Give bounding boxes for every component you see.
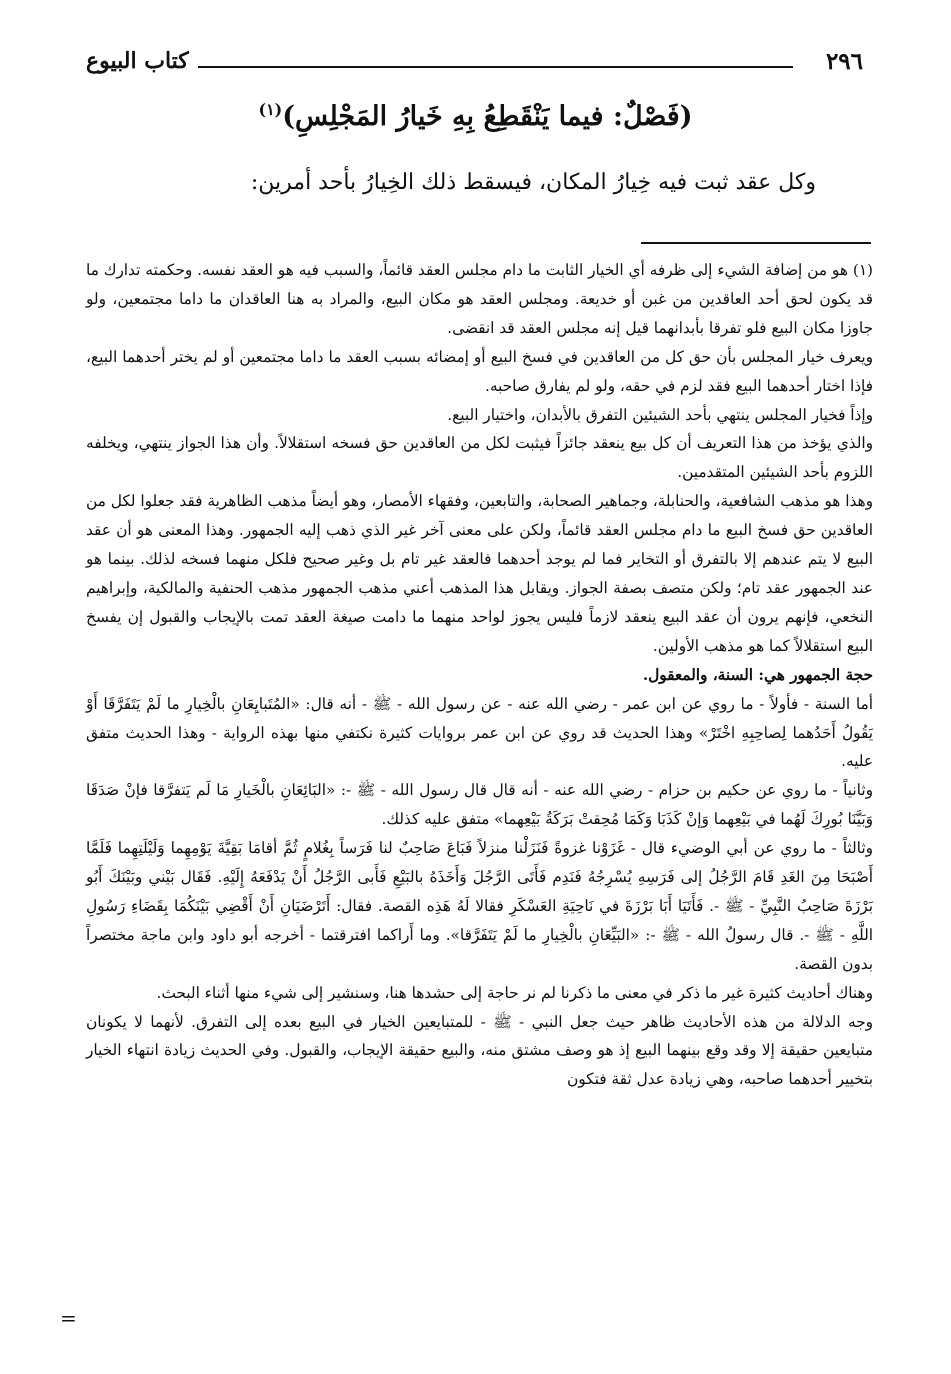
page-header: [86, 48, 863, 84]
footnote-paragraph: (١) هو من إضافة الشيء إلى ظرفه أي الخيار الثابت ما دام مجلس العقد قائماً، والسبب فيه هو العقد نفسه. وحكمته تدارك ما قد يكون لحق أحد العاقدين من غبن أو خديعة. ومجلس العقد هو مكان البيع، والمراد به هنا العاقدان ما داما مجتمعين، ولو جاوزا مكان البيع فلو تفرقا بأبدانهما قيل إنه مجلس العقد قد انقضى.: [86, 261, 873, 337]
footnote-paragraph: وهذا هو مذهب الشافعية، والحنابلة، وجماهير الصحابة، والتابعين، وفقهاء الأمصار، وهو أيضاً مذهب الظاهرية فقد جعلوا لكل من العاقدين حق فسخ البيع ما دام مجلس العقد قائماً، ولكن على معنى آخر غير الذي ذهب إليه الجمهور. وهذا المعنى هو أن عقد البيع لا يتم عندهم إلا بالتفرق أو التخاير فما لم يوجد أحدهما فالعقد غير تام بل وغير صحيح فلكل منهما فسخه لذلك. بينما هو عند الجمهور عقد تام؛ ولكن متصف بصفة الجواز. ويقابل هذا المذهب أعني مذهب الجمهور مذهب الحنفية والمالكية، وإبراهيم النخعي، فإنهم يرون أن عقد البيع ينعقد لازماً فليس يجوز لواحد منهما ما دامت صيغة العقد تمت بالإيجاب والقبول إن يفسخ البيع استقلالاً كما هو مذهب الأولين.: [86, 492, 873, 655]
footnote-paragraph: والذي يؤخذ من هذا التعريف أن كل بيع ينعقد جائزاً فيثبت لكل من العاقدين حق فسخه استقلالاً. وأن هذا الجواز ينتهي، ويخلفه اللزوم بأحد الشيئين المتقدمين.: [86, 434, 873, 482]
footnote-rule: [641, 242, 871, 244]
footnote-paragraph: وثانياً - ما روي عن حكيم بن حزام - رضي الله عنه - أنه قال قال رسول الله - ﷺ -: «البَائِعَانِ بالْخَيارِ مَا لَم يَتفرَّقا فإنْ صَدَقَا وَبَيَّنَا بُورِكَ لَهُما في بَيْعِهما وَإنْ كَذَبَا وَكَمَا مُحِقتْ بَرَكَةُ بَيْعِهما» متفق عليه كذلك.: [86, 781, 873, 829]
footnotes: [86, 256, 873, 1094]
footnote-paragraph: أما السنة - فأولاً - ما روي عن ابن عمر - رضي الله عنه - عن رسول الله - ﷺ - أنه قال: «المُتَبايِعَانِ بالْخِيارِ ما لَمْ يَتَفَرَّقَا أَوْ يَقُولُ أَحَدُهما لِصاحِبِهِ اخْتَرْ» وهذا الحديث قد روي عن ابن عمر بروايات كثيرة نكتفي منها بهذه الرواية - وهذا الحديث متفق عليه.: [86, 694, 873, 771]
intro-paragraph: وكل عقد ثبت فيه خِيارُ المكان، فيسقط ذلك الخِيارُ بأحد أمرين:: [250, 170, 816, 195]
footnote-number: (١): [852, 261, 873, 279]
book-title: كتاب البيوع: [86, 48, 189, 74]
footnote-paragraph: وإذاً فخيار المجلس ينتهي بأحد الشيئين التفرق بالأبدان، واختيار البيع.: [447, 405, 873, 424]
footnote-paragraph: وهناك أحاديث كثيرة غير ما ذكر في معنى ما ذكرنا لم نر حاجة إلى حشدها هنا، وسنشير إلى شيء منها أثناء البحث.: [156, 983, 873, 1002]
section-title: [0, 100, 951, 132]
header-rule: [198, 66, 793, 68]
section-title-text: (فَصْلٌ: فيما يَنْقَطِعُ بِهِ خَيارُ المَجْلِسِ): [282, 101, 693, 132]
footnote-paragraph: وثالثاً - ما روي عن أبي الوضيء قال - غَزَوْنا غزوةً فَنَزَلْنا منزلاً فَبَاعَ صَاحِبٌ لنا فَرَساً بِغُلامٍ ثُمَّ أقامَا بَقِيَّةَ يَوْمِهِما وَلَيْلَتِهِما فَلَمَّا أَصْبَحَا مِنَ الغَدِ قَامَ الرَّجُلُ إلى فَرَسِهِ يُسْرِجُهُ فَنَدِم فَأَتَى الرَّجُلَ وَأَخَذَهُ بالبَيْعِ فَأَبى الرَّجُلُ أَنْ يَدْفَعَهُ إِلَيْهِ. فَقَال بَيْني وبَيْنَكَ أَبُو بَرْزَةَ صَاحِبُ النَّبِيِّ - ﷺ -. فَأَتَيَا أَبَا بَرْزَةَ في نَاحِيَةِ العَسْكَرِ فقالا لَهُ هَذِه القصة. فقال: أَتَرْضَيَانِ أَنْ أَقْضِي بَيْنَكُمَا بِقَضَاءِ رَسُولِ اللَّهِ - ﷺ -. قال رسولُ الله - ﷺ -: «البَيِّعَانِ بالْخِيارِ ما لَمْ يَتَفَرَّقا». وما أَراكما افترقتما - أخرجه أبو داود وابن ماجة مختصراً بدون القصة.: [86, 839, 873, 973]
footnote-ref: (١): [258, 100, 283, 119]
continuation-mark: =: [60, 1306, 77, 1330]
page-number: ٢٩٦: [825, 48, 863, 75]
footnote-paragraph: وجه الدلالة من هذه الأحاديث ظاهر حيث جعل النبي - ﷺ - للمتبايعين الخيار في البيع بعده إلى التفرق. لأنهما لا يكونان متبايعين حقيقة إلا وقد وقع بينهما البيع إذ هو وصف مشتق منه، والبيع حقيقة الإيجاب، والقبول. وفي الحديث زيادة انتهاء الخيار بتخيير أحدهما صاحبه، وهي زيادة عدل ثقة فتكون: [86, 1012, 873, 1089]
footnote-paragraph: ويعرف خيار المجلس بأن حق كل من العاقدين في فسخ البيع أو إمضائه بسبب العقد ما داما مجتمعين أو لم يختر أحدهما البيع، فإذا اختار أحدهما البيع فقد لزم في حقه، ولو لم يفارق صاحبه.: [86, 347, 873, 395]
footnote-paragraph-heading: حجة الجمهور هي: السنة، والمعقول.: [642, 665, 873, 684]
